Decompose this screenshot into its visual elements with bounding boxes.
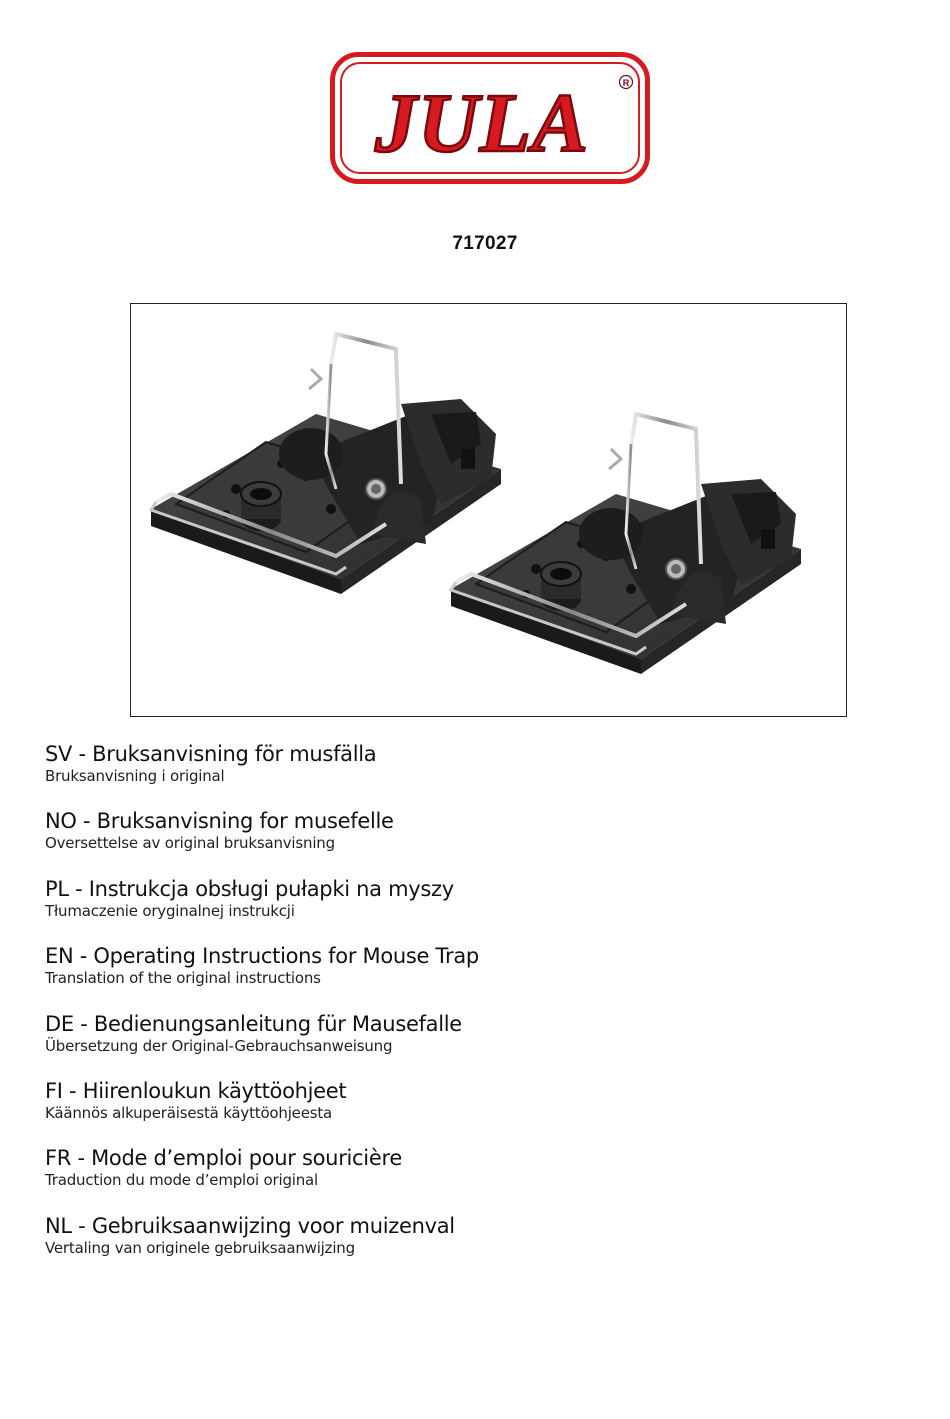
svg-text:R: R xyxy=(622,78,630,88)
language-entry-fr xyxy=(45,1145,905,1212)
language-entry-nl xyxy=(45,1213,905,1280)
language-subtitle: Translation of the original instructions xyxy=(45,969,321,988)
language-entry-de xyxy=(45,1011,905,1078)
language-subtitle: Vertaling van originele gebruiksaanwijzing xyxy=(45,1238,355,1257)
language-subtitle: Bruksanvisning i original xyxy=(45,767,225,785)
language-title: EN - Operating Instructions for Mouse Trap xyxy=(45,944,479,969)
language-list xyxy=(45,741,905,1280)
mouse-trap-right xyxy=(451,414,801,674)
language-entry-pl xyxy=(45,876,905,943)
language-entry-no xyxy=(45,808,905,875)
language-title: NL - Gebruiksaanwijzing voor muizenval xyxy=(45,1213,455,1238)
language-entry-fi xyxy=(45,1078,905,1145)
jula-logo xyxy=(330,52,650,184)
language-subtitle: Käännös alkuperäisestä käyttöohjeesta xyxy=(45,1103,333,1122)
language-title: NO - Bruksanvisning for musefelle xyxy=(45,809,394,834)
language-entry-en xyxy=(45,943,905,1010)
language-subtitle: Übersetzung der Original-Gebrauchsanweisung xyxy=(45,1036,393,1055)
language-title: FI - Hiirenloukun käyttöohjeet xyxy=(45,1078,347,1103)
language-title: SV - Bruksanvisning för musfälla xyxy=(45,742,377,766)
language-subtitle: Traduction du mode d’emploi original xyxy=(45,1171,318,1190)
mouse-trap-left xyxy=(151,334,501,594)
language-title: DE - Bedienungsanleitung für Mausefalle xyxy=(45,1011,462,1036)
language-title: FR - Mode d’emploi pour souricière xyxy=(45,1146,402,1171)
language-title: PL - Instrukcja obsługi pułapki na myszy xyxy=(45,876,454,901)
logo-wordmark: JULA xyxy=(375,77,589,170)
product-photo xyxy=(130,303,847,717)
language-subtitle: Oversettelse av original bruksanvisning xyxy=(45,834,335,853)
product-number: 717027 xyxy=(452,233,518,254)
language-subtitle: Tłumaczenie oryginalnej instrukcji xyxy=(45,901,295,920)
language-entry-sv xyxy=(45,741,905,808)
